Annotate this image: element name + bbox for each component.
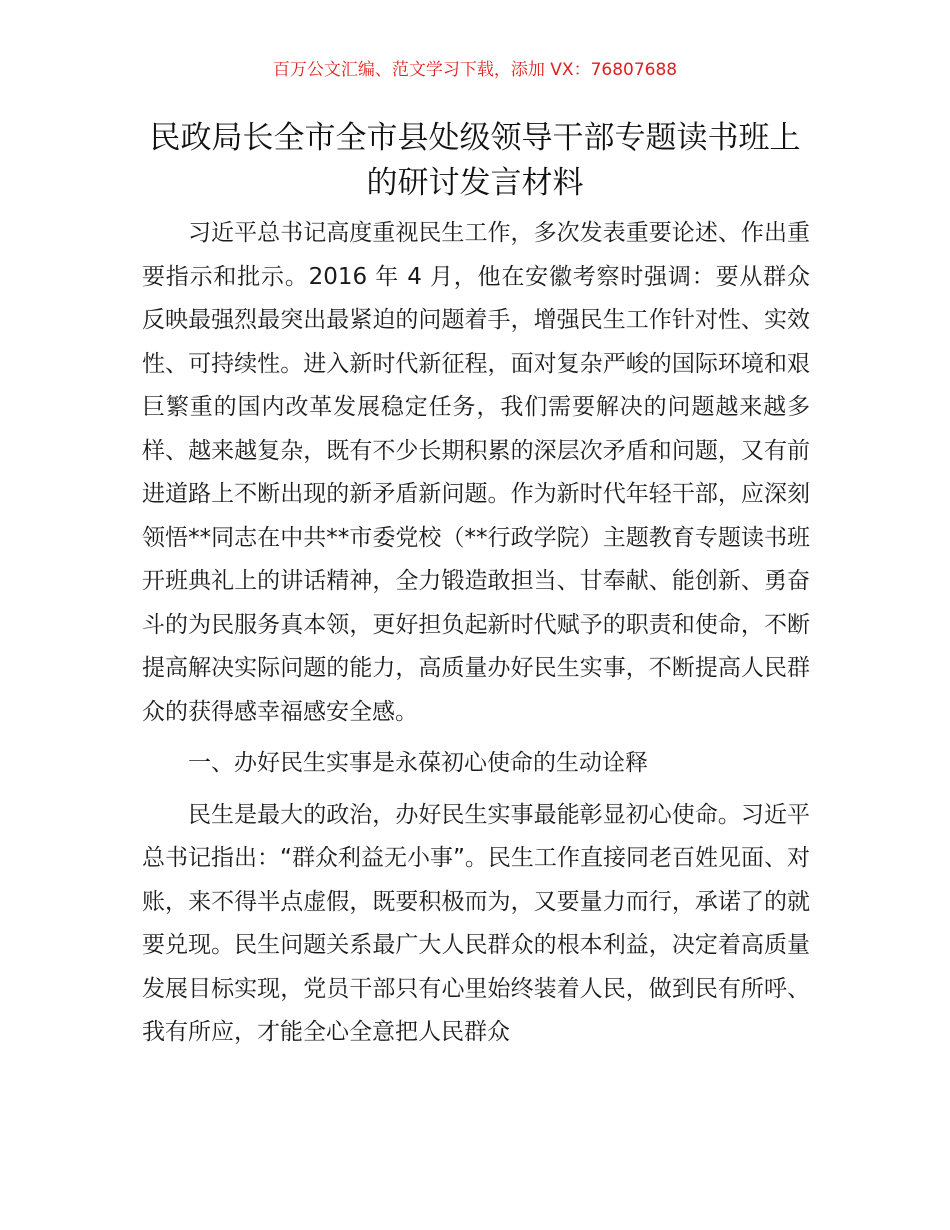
intro-paragraph: 习近平总书记高度重视民生工作，多次发表重要论述、作出重要指示和批示。2016 年 4 月，他在安徽考察时强调：要从群众反映最强烈最突出最紧迫的问题着手，增强民生工作针对性、实效性、可持续性。进入新时代新征程，面对复杂严峻的国际环境和艰巨繁重的国内改革发展稳定任务，我们需要解决的问题越来越多样、越来越复杂，既有不少长期积累的深层次矛盾和问题，又有前进道路上不断出现的新矛盾新问题。作为新时代年轻干部，应深刻领悟**同志在中共**市委党校（**行政学院）主题教育专题读书班开班典礼上的讲话精神，全力锻造敢担当、甘奉献、能创新、勇奋斗的为民服务真本领，更好担负起新时代赋予的职责和使命，不断提高解决实际问题的能力，高质量办好民生实事，不断提高人民群众的获得感幸福感安全感。	[142, 220, 810, 725]
document-title: 民政局长全市全市县处级领导干部专题读书班上的研讨发言材料	[149, 120, 801, 201]
section-heading: 一、办好民生实事是永葆初心使命的生动诠释	[188, 750, 648, 776]
document-body	[142, 212, 810, 1055]
download-banner: 百万公文汇编、范文学习下载，添加 VX：76807688	[272, 60, 678, 80]
section-paragraph: 民生是最大的政治，办好民生实事最能彰显初心使命。习近平总书记指出：“群众利益无小事”。民生工作直接同老百姓见面、对账，来不得半点虚假，既要积极而为，又要量力而行，承诺了的就要兑现。民生问题关系最广大人民群众的根本利益，决定着高质量发展目标实现，党员干部只有心里始终装着人民，做到民有所呼、我有所应，才能全心全意把人民群众	[142, 801, 810, 1045]
